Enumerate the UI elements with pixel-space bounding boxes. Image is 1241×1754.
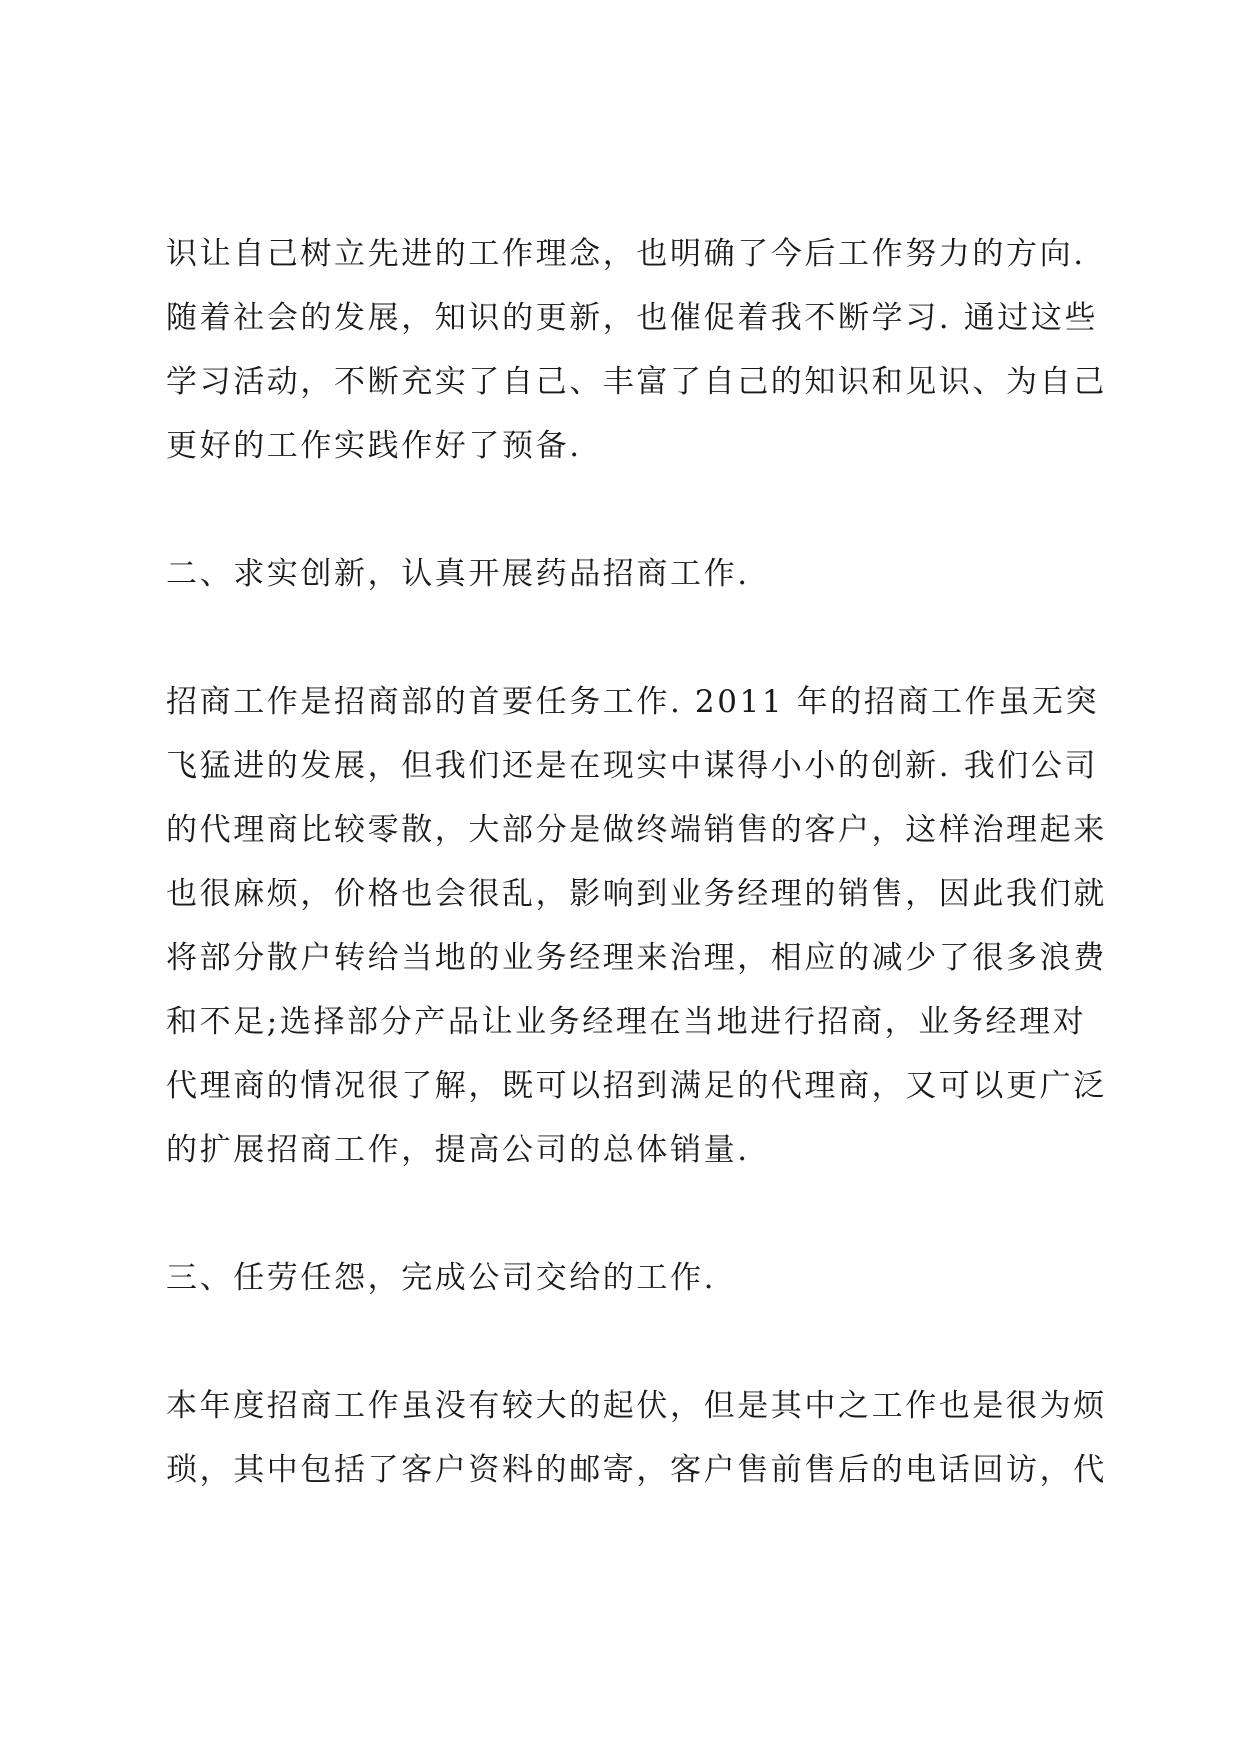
paragraph-spacer bbox=[166, 1182, 1106, 1246]
document-body bbox=[166, 222, 1106, 1502]
section-heading-3: 三、任劳任怨，完成公司交给的工作. bbox=[166, 1260, 717, 1296]
text-line: 本年度招商工作虽没有较大的起伏，但是其中之工作也是很为烦 bbox=[166, 1388, 1107, 1424]
text-line: 代理商的情况很了解，既可以招到满足的代理商，又可以更广泛 bbox=[166, 1068, 1107, 1104]
text-line: 学习活动，不断充实了自己、丰富了自己的知识和见识、为自己 bbox=[166, 364, 1107, 400]
paragraph-spacer bbox=[166, 606, 1106, 670]
text-line: 随着社会的发展，知识的更新，也催促着我不断学习. 通过这些 bbox=[166, 300, 1099, 336]
paragraph-annual-work bbox=[166, 1374, 1106, 1502]
text-line: 招商工作是招商部的首要任务工作. 2011 年的招商工作虽无突 bbox=[166, 684, 1100, 720]
text-line: 将部分散户转给当地的业务经理来治理，相应的减少了很多浪费 bbox=[166, 940, 1107, 976]
paragraph-learning bbox=[166, 222, 1106, 478]
text-line: 的代理商比较零散，大部分是做终端销售的客户，这样治理起来 bbox=[166, 812, 1107, 848]
text-line: 的扩展招商工作，提高公司的总体销量. bbox=[166, 1132, 750, 1168]
text-line: 更好的工作实践作好了预备. bbox=[166, 428, 582, 464]
section-heading-2: 二、求实创新，认真开展药品招商工作. bbox=[166, 556, 750, 592]
paragraph-spacer bbox=[166, 1310, 1106, 1374]
paragraph-spacer bbox=[166, 478, 1106, 542]
text-line: 识让自己树立先进的工作理念，也明确了今后工作努力的方向. bbox=[166, 236, 1086, 272]
text-line: 琐，其中包括了客户资料的邮寄，客户售前售后的电话回访，代 bbox=[166, 1452, 1107, 1488]
text-line: 和不足;选择部分产品让业务经理在当地进行招商，业务经理对 bbox=[166, 1004, 1087, 1040]
text-line: 也很麻烦，价格也会很乱，影响到业务经理的销售，因此我们就 bbox=[166, 876, 1107, 912]
paragraph-investment bbox=[166, 670, 1106, 1182]
text-line: 飞猛进的发展，但我们还是在现实中谋得小小的创新. 我们公司 bbox=[166, 748, 1099, 784]
